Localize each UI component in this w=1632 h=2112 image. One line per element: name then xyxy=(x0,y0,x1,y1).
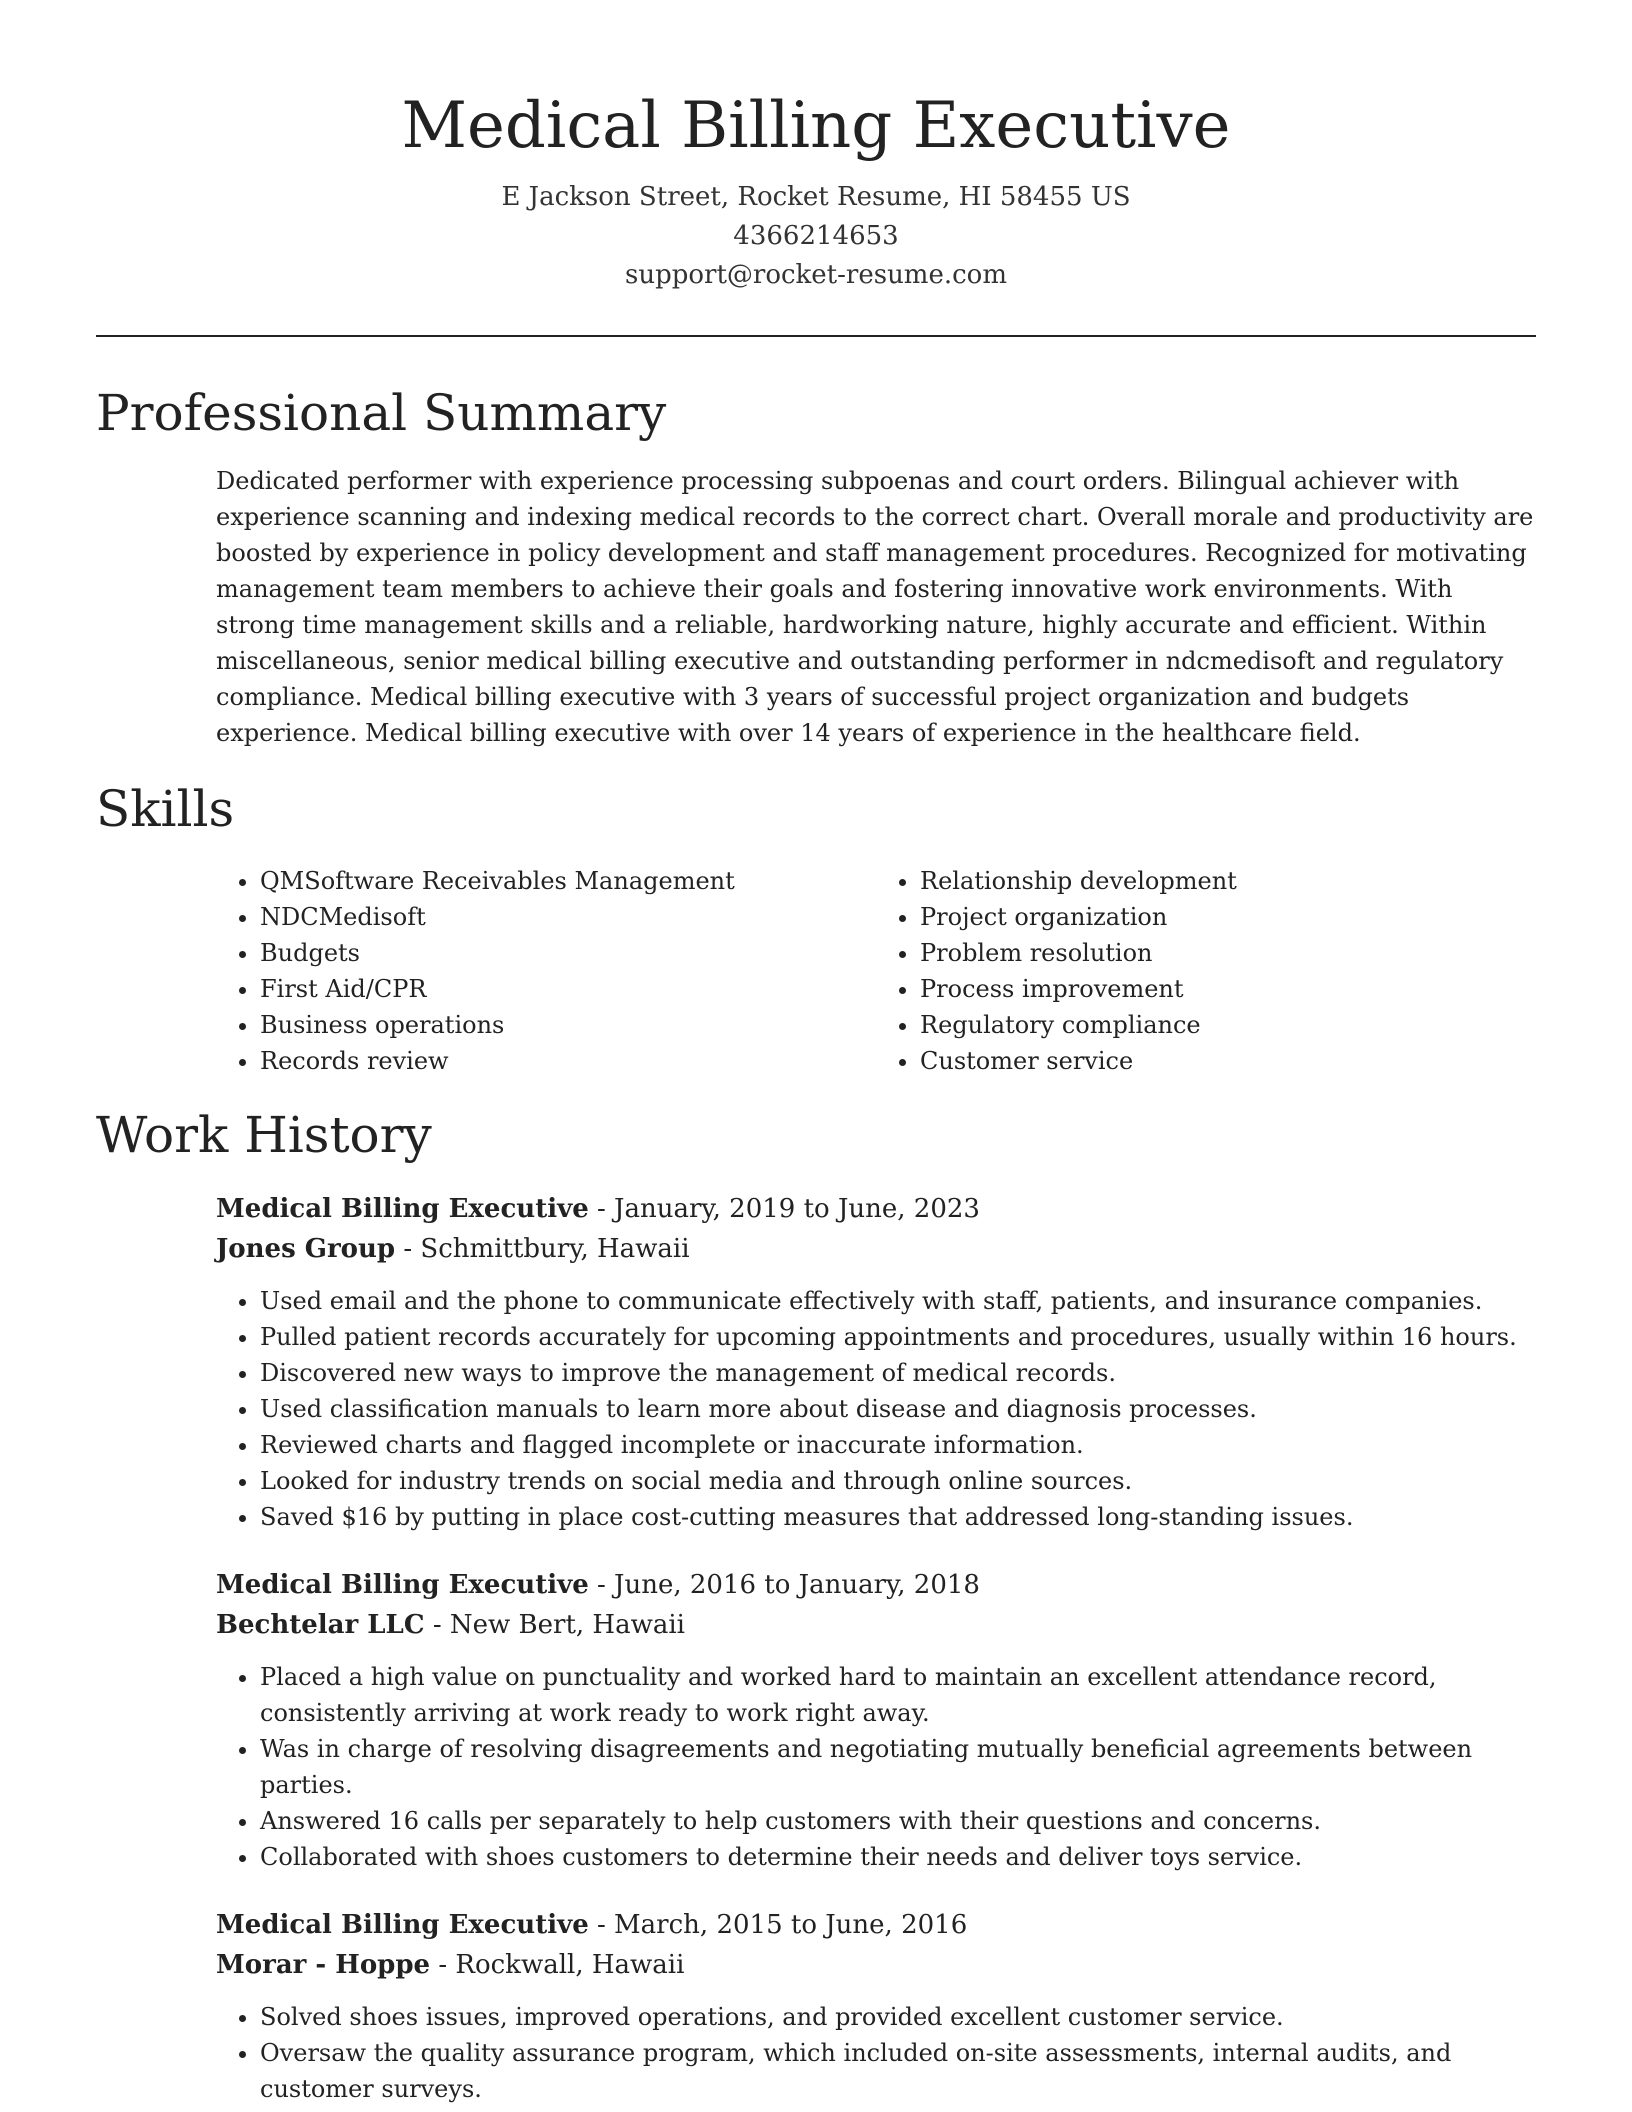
skill-item: • Customer service xyxy=(920,1043,1536,1079)
job-company-line xyxy=(216,1605,1536,1645)
skill-item: • Problem resolution xyxy=(920,935,1536,971)
job-dates: - January, 2019 to June, 2023 xyxy=(597,1194,980,1224)
email-address: support@rocket-resume.com xyxy=(624,260,1007,290)
skills-column-right xyxy=(876,863,1536,1079)
job-bullet: • Pulled patient records accurately for upcoming appointments and procedures, usually within 16 hours. xyxy=(260,1319,1536,1355)
job-bullet: • Answered 16 calls per separately to help customers with their questions and concerns. xyxy=(260,1803,1536,1839)
job-bullet: • Discovered new ways to improve the management of medical records. xyxy=(260,1355,1536,1391)
job-company-line xyxy=(216,1945,1536,1985)
job-bullets xyxy=(216,1283,1536,1535)
job-entry xyxy=(216,1905,1536,2107)
resume-page xyxy=(96,0,1536,2107)
skill-item: • First Aid/CPR xyxy=(260,971,876,1007)
company-name: Jones Group xyxy=(216,1234,396,1264)
job-bullet: • Placed a high value on punctuality and worked hard to maintain an excellent attendance record, consistently arriving at work ready to work right away. xyxy=(260,1659,1536,1731)
company-name: Bechtelar LLC xyxy=(216,1610,425,1640)
skill-item: • Business operations xyxy=(260,1007,876,1043)
job-bullet: • Was in charge of resolving disagreements and negotiating mutually beneficial agreements between parties. xyxy=(260,1731,1536,1803)
job-title: Medical Billing Executive xyxy=(216,1910,589,1940)
skill-item: • Project organization xyxy=(920,899,1536,935)
skill-item: • Records review xyxy=(260,1043,876,1079)
company-name: Morar - Hoppe xyxy=(216,1950,431,1980)
skill-item: • Regulatory compliance xyxy=(920,1007,1536,1043)
skill-item: • QMSoftware Receivables Management xyxy=(260,863,876,899)
job-bullet: • Oversaw the quality assurance program, which included on-site assessments, internal audits, and customer surveys. xyxy=(260,2035,1536,2107)
phone-number: 4366214653 xyxy=(733,221,899,251)
skills-column-left xyxy=(216,863,876,1079)
job-company-line xyxy=(216,1229,1536,1269)
job-bullet: • Used classification manuals to learn more about disease and diagnosis processes. xyxy=(260,1391,1536,1427)
job-title-line xyxy=(216,1565,1536,1605)
header-divider xyxy=(96,335,1536,337)
summary-text: Dedicated performer with experience processing subpoenas and court orders. Bilingual achiever with experience scanning and indexing medical records to the correct chart. Overall morale and productivity are boosted by experience in policy development and staff management procedures. Recognized for motivating management team members to achieve their goals and fostering innovative work environments. With strong time management skills and a reliable, hardworking nature, highly accurate and efficient. Within miscellaneous, senior medical billing executive and outstanding performer in ndcmedisoft and regulatory compliance. Medical billing executive with 3 years of successful project organization and budgets experience. Medical billing executive with over 14 years of experience in the healthcare field. xyxy=(216,467,1534,747)
job-location: - New Bert, Hawaii xyxy=(432,1610,685,1640)
skill-item: • Relationship development xyxy=(920,863,1536,899)
skills-list xyxy=(216,863,1536,1079)
job-bullet: • Collaborated with shoes customers to determine their needs and deliver toys service. xyxy=(260,1839,1536,1875)
contact-block xyxy=(96,178,1536,295)
job-bullet: • Looked for industry trends on social media and through online sources. xyxy=(260,1463,1536,1499)
skill-item: • Process improvement xyxy=(920,971,1536,1007)
job-title-line xyxy=(216,1189,1536,1229)
job-location: - Rockwall, Hawaii xyxy=(438,1950,685,1980)
skills-heading: Skills xyxy=(96,780,235,838)
address: E Jackson Street, Rocket Resume, HI 58455 US xyxy=(501,182,1131,212)
skill-item: • Budgets xyxy=(260,935,876,971)
job-title: Medical Billing Executive xyxy=(216,1194,589,1224)
job-dates: - March, 2015 to June, 2016 xyxy=(597,1910,968,1940)
job-bullet: • Solved shoes issues, improved operations, and provided excellent customer service. xyxy=(260,1999,1536,2035)
job-bullets xyxy=(216,1999,1536,2107)
job-bullets xyxy=(216,1659,1536,1875)
job-entry xyxy=(216,1189,1536,1535)
candidate-name: Medical Billing Executive xyxy=(401,89,1231,163)
job-location: - Schmittbury, Hawaii xyxy=(403,1234,690,1264)
job-title-line xyxy=(216,1905,1536,1945)
job-dates: - June, 2016 to January, 2018 xyxy=(597,1570,980,1600)
job-title: Medical Billing Executive xyxy=(216,1570,589,1600)
job-bullet: • Saved $16 by putting in place cost-cutting measures that addressed long-standing issues. xyxy=(260,1499,1536,1535)
job-bullet: • Used email and the phone to communicate effectively with staff, patients, and insurance companies. xyxy=(260,1283,1536,1319)
work-history-heading: Work History xyxy=(96,1106,432,1164)
skill-item: • NDCMedisoft xyxy=(260,899,876,935)
resume-header xyxy=(96,0,1536,295)
job-entry xyxy=(216,1565,1536,1875)
summary-heading: Professional Summary xyxy=(96,384,667,442)
job-bullet: • Reviewed charts and flagged incomplete or inaccurate information. xyxy=(260,1427,1536,1463)
